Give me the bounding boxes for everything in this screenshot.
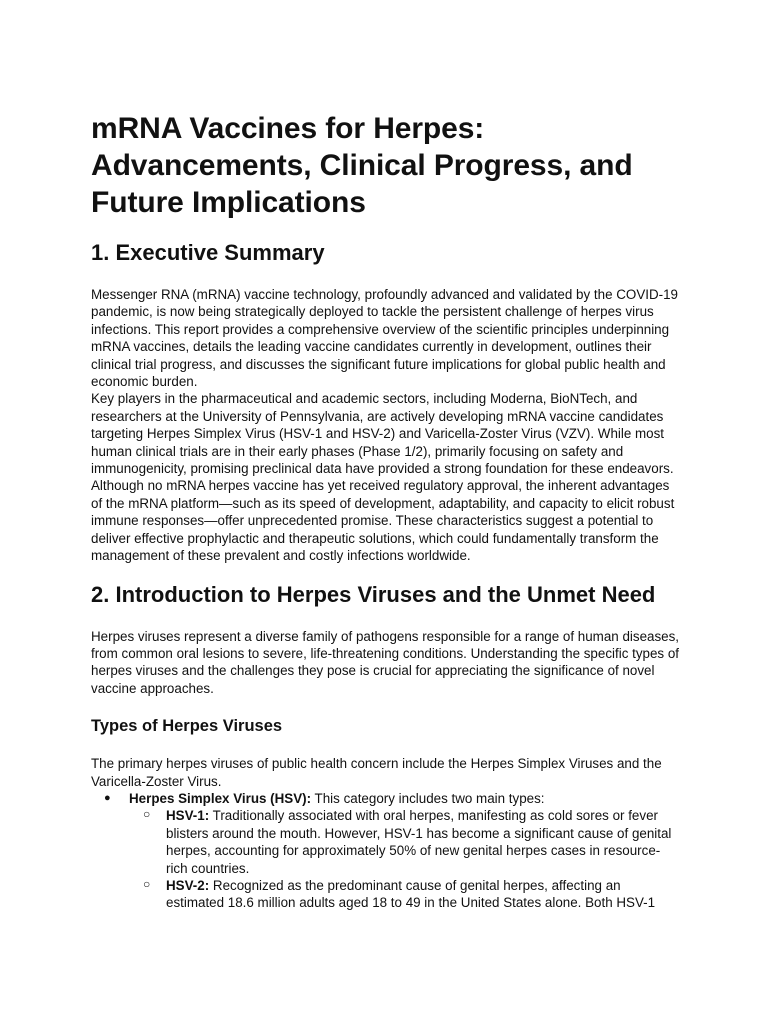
- executive-summary-body: [91, 286, 681, 565]
- list-item-text: Traditionally associated with oral herpes, manifesting as cold sores or fever blisters around the mouth. However, HSV-1 has become a significant cause of genital herpes, accounting for approximately 50% of new genital herpes cases in resource-rich countries.: [166, 808, 672, 876]
- paragraph: The primary herpes viruses of public health concern include the Herpes Simplex Viruses and the Varicella-Zoster Virus.: [91, 756, 662, 789]
- paragraph: Messenger RNA (mRNA) vaccine technology, profoundly advanced and validated by the COVID-19 pandemic, is now being strategically deployed to tackle the persistent challenge of herpes virus infections. This report provides a comprehensive overview of the scientific principles underpinning mRNA vaccines, details the leading vaccine candidates currently in development, outlines their clinical trial progress, and discusses the significant future implications for global public health and economic burden.: [91, 287, 679, 390]
- list-item-text: This category includes two main types:: [311, 790, 545, 806]
- list-item: [91, 790, 681, 912]
- herpes-types-list: [91, 790, 681, 912]
- bullet-circle-icon: ○: [143, 876, 151, 891]
- document-title: mRNA Vaccines for Herpes: Advancements, Clinical Progress, and Future Implications: [91, 112, 633, 219]
- list-item-term: HSV-1:: [166, 808, 210, 824]
- list-item: [129, 807, 681, 877]
- document-page: [91, 110, 681, 912]
- bullet-circle-icon: ○: [143, 807, 151, 822]
- section-heading-introduction: 2. Introduction to Herpes Viruses and the Unmet Need: [91, 581, 656, 607]
- list-item: [129, 877, 681, 912]
- section-heading-executive-summary: 1. Executive Summary: [91, 240, 325, 265]
- bullet-disc-icon: ●: [104, 791, 111, 804]
- list-item-term: Herpes Simplex Virus (HSV):: [129, 790, 312, 806]
- list-item-text: Recognized as the predominant cause of genital herpes, affecting an estimated 18.6 million adults aged 18 to 49 in the United States alone. Both HSV-1: [166, 877, 656, 911]
- introduction-body: [91, 628, 681, 698]
- paragraph: Key players in the pharmaceutical and academic sectors, including Moderna, BioNTech, and researchers at the University of Pennsylvania, are actively developing mRNA vaccine candidates targeting Herpes Simplex Virus (HSV-1 and HSV-2) and Varicella-Zoster Virus (VZV). While most human clinical trials are in their early phases (Phase 1/2), primarily focusing on safety and immunogenicity, promising preclinical data have provided a strong foundation for these endeavors.: [91, 391, 674, 477]
- paragraph: Although no mRNA herpes vaccine has yet received regulatory approval, the inherent advantages of the mRNA platform—such as its speed of development, adaptability, and capacity to elicit robust immune responses—offer unprecedented promise. These characteristics suggest a potential to deliver effective prophylactic and therapeutic solutions, which could fundamentally transform the management of these prevalent and costly infections worldwide.: [91, 478, 675, 564]
- subsection-heading-types: Types of Herpes Viruses: [91, 717, 283, 736]
- list-item-term: HSV-2:: [166, 877, 210, 893]
- nested-list: [129, 807, 681, 911]
- paragraph: Herpes viruses represent a diverse family of pathogens responsible for a range of human diseases, from common oral lesions to severe, life-threatening conditions. Understanding the specific types of herpes viruses and the challenges they pose is crucial for appreciating the significance of novel vaccine approaches.: [91, 628, 680, 696]
